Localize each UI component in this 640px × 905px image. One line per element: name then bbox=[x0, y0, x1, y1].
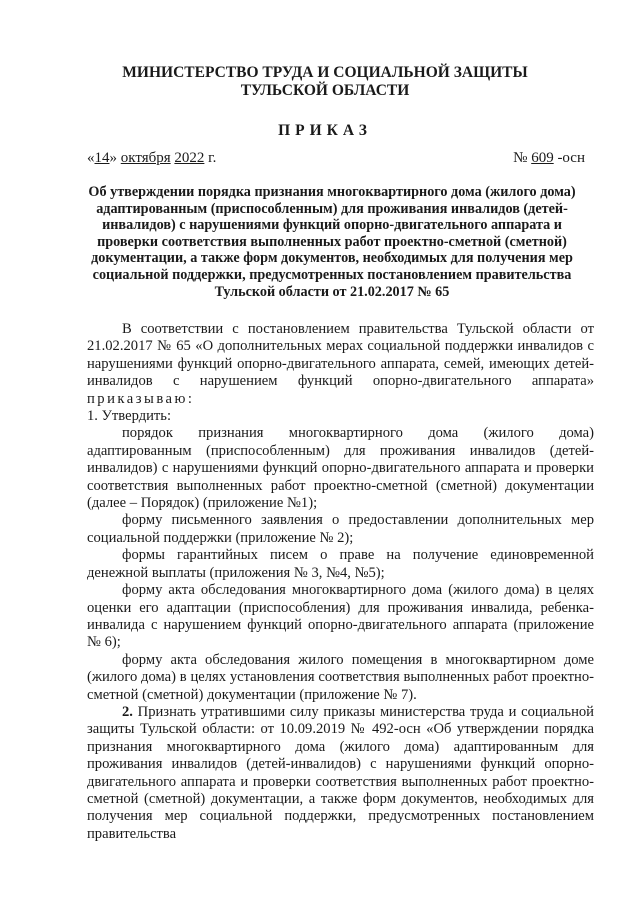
item2-paragraph bbox=[87, 704, 594, 843]
date-close-quote: » bbox=[109, 150, 117, 166]
date-day: 14 bbox=[94, 150, 110, 166]
ministry-name bbox=[60, 64, 590, 100]
preamble-paragraph bbox=[87, 321, 594, 408]
number-prefix: № bbox=[513, 150, 528, 166]
document-body bbox=[87, 321, 594, 843]
item1-c: формы гарантийных писем о праве на получение единовременной денежной выплаты (приложения № 3, №4, №5); bbox=[87, 547, 594, 581]
ministry-name-line1: МИНИСТЕРСТВО ТРУДА И СОЦИАЛЬНОЙ ЗАЩИТЫ bbox=[122, 64, 528, 81]
item2-text: Признать утратившими силу приказы министерства труда и социальной защиты Тульской области: от 10.09.2019 № 492-осн «Об утверждении порядка признания многоквартирного дома (жилого дома) адаптированным для проживания инвалидов (детей-инвалидов) с нарушениями функций опорно-двигательного аппарата и проверки соответствия выполненных работ проектно-сметной (сметной) документации, а также форм документов, необходимых для получения мер социальной поддержки, предусмотренных постановлением правительства bbox=[87, 703, 594, 842]
item1-d: форму акта обследования многоквартирного дома (жилого дома) в целях оценки его адаптации (приспособления) для проживания инвалида, ребенка-инвалида с нарушением функций опорно-двигательного аппарата (приложение № 6); bbox=[87, 582, 594, 651]
item1-a: порядок признания многоквартирного дома (жилого дома) адаптированным (приспособленным) для проживания инвалидов (детей-инвалидов) с нарушениями функций опорно-двигательного аппарата и проверки соответствия выполненных работ проектно-сметной (сметной) документации (далее – Порядок) (приложение №1); bbox=[87, 425, 594, 512]
document-heading: Об утверждении порядка признания многоквартирного дома (жилого дома) адаптированным (приспособленным) для проживания инвалидов (детей-инвалидов) с нарушениями функций опорно-двигательного аппарата и проверки соответствия выполненных работ проектно-сметной (сметной) документации, а также форм документов, необходимых для получения мер социальной поддержки, предусмотренных постановлением правительства Тульской области от 21.02.2017 № 65 bbox=[88, 184, 576, 300]
order-word: приказываю: bbox=[87, 390, 195, 407]
preamble-text: В соответствии с постановлением правительства Тульской области от 21.02.2017 № 65 «О дополнительных мерах социальной поддержки инвалидов с нарушениями функций опорно-двигательного аппарата, семей, имеющих детей-инвалидов с нарушением функций опорно-двигательного аппарата» bbox=[87, 321, 594, 390]
item2-number: 2. bbox=[122, 703, 133, 720]
order-date bbox=[87, 150, 216, 167]
number-suffix: -осн bbox=[557, 150, 585, 166]
date-month: октября bbox=[120, 150, 171, 166]
number-value: 609 bbox=[531, 150, 554, 166]
date-open-quote: « bbox=[87, 150, 95, 166]
date-suffix: г. bbox=[208, 150, 217, 166]
item1-b: форму письменного заявления о предоставлении дополнительных мер социальной поддержки (приложение № 2); bbox=[87, 512, 594, 546]
order-title: ПРИКАЗ bbox=[278, 122, 372, 139]
date-year: 2022 bbox=[174, 150, 205, 166]
order-number bbox=[513, 150, 585, 167]
item1-e: форму акта обследования жилого помещения в многоквартирном доме (жилого дома) в целях установления соответствия выполненных работ проектно-сметной (сметной) документации (приложение № 7). bbox=[87, 651, 594, 703]
ministry-name-line2: ТУЛЬСКОЙ ОБЛАСТИ bbox=[240, 82, 410, 99]
item1-title: 1. Утвердить: bbox=[87, 408, 172, 425]
